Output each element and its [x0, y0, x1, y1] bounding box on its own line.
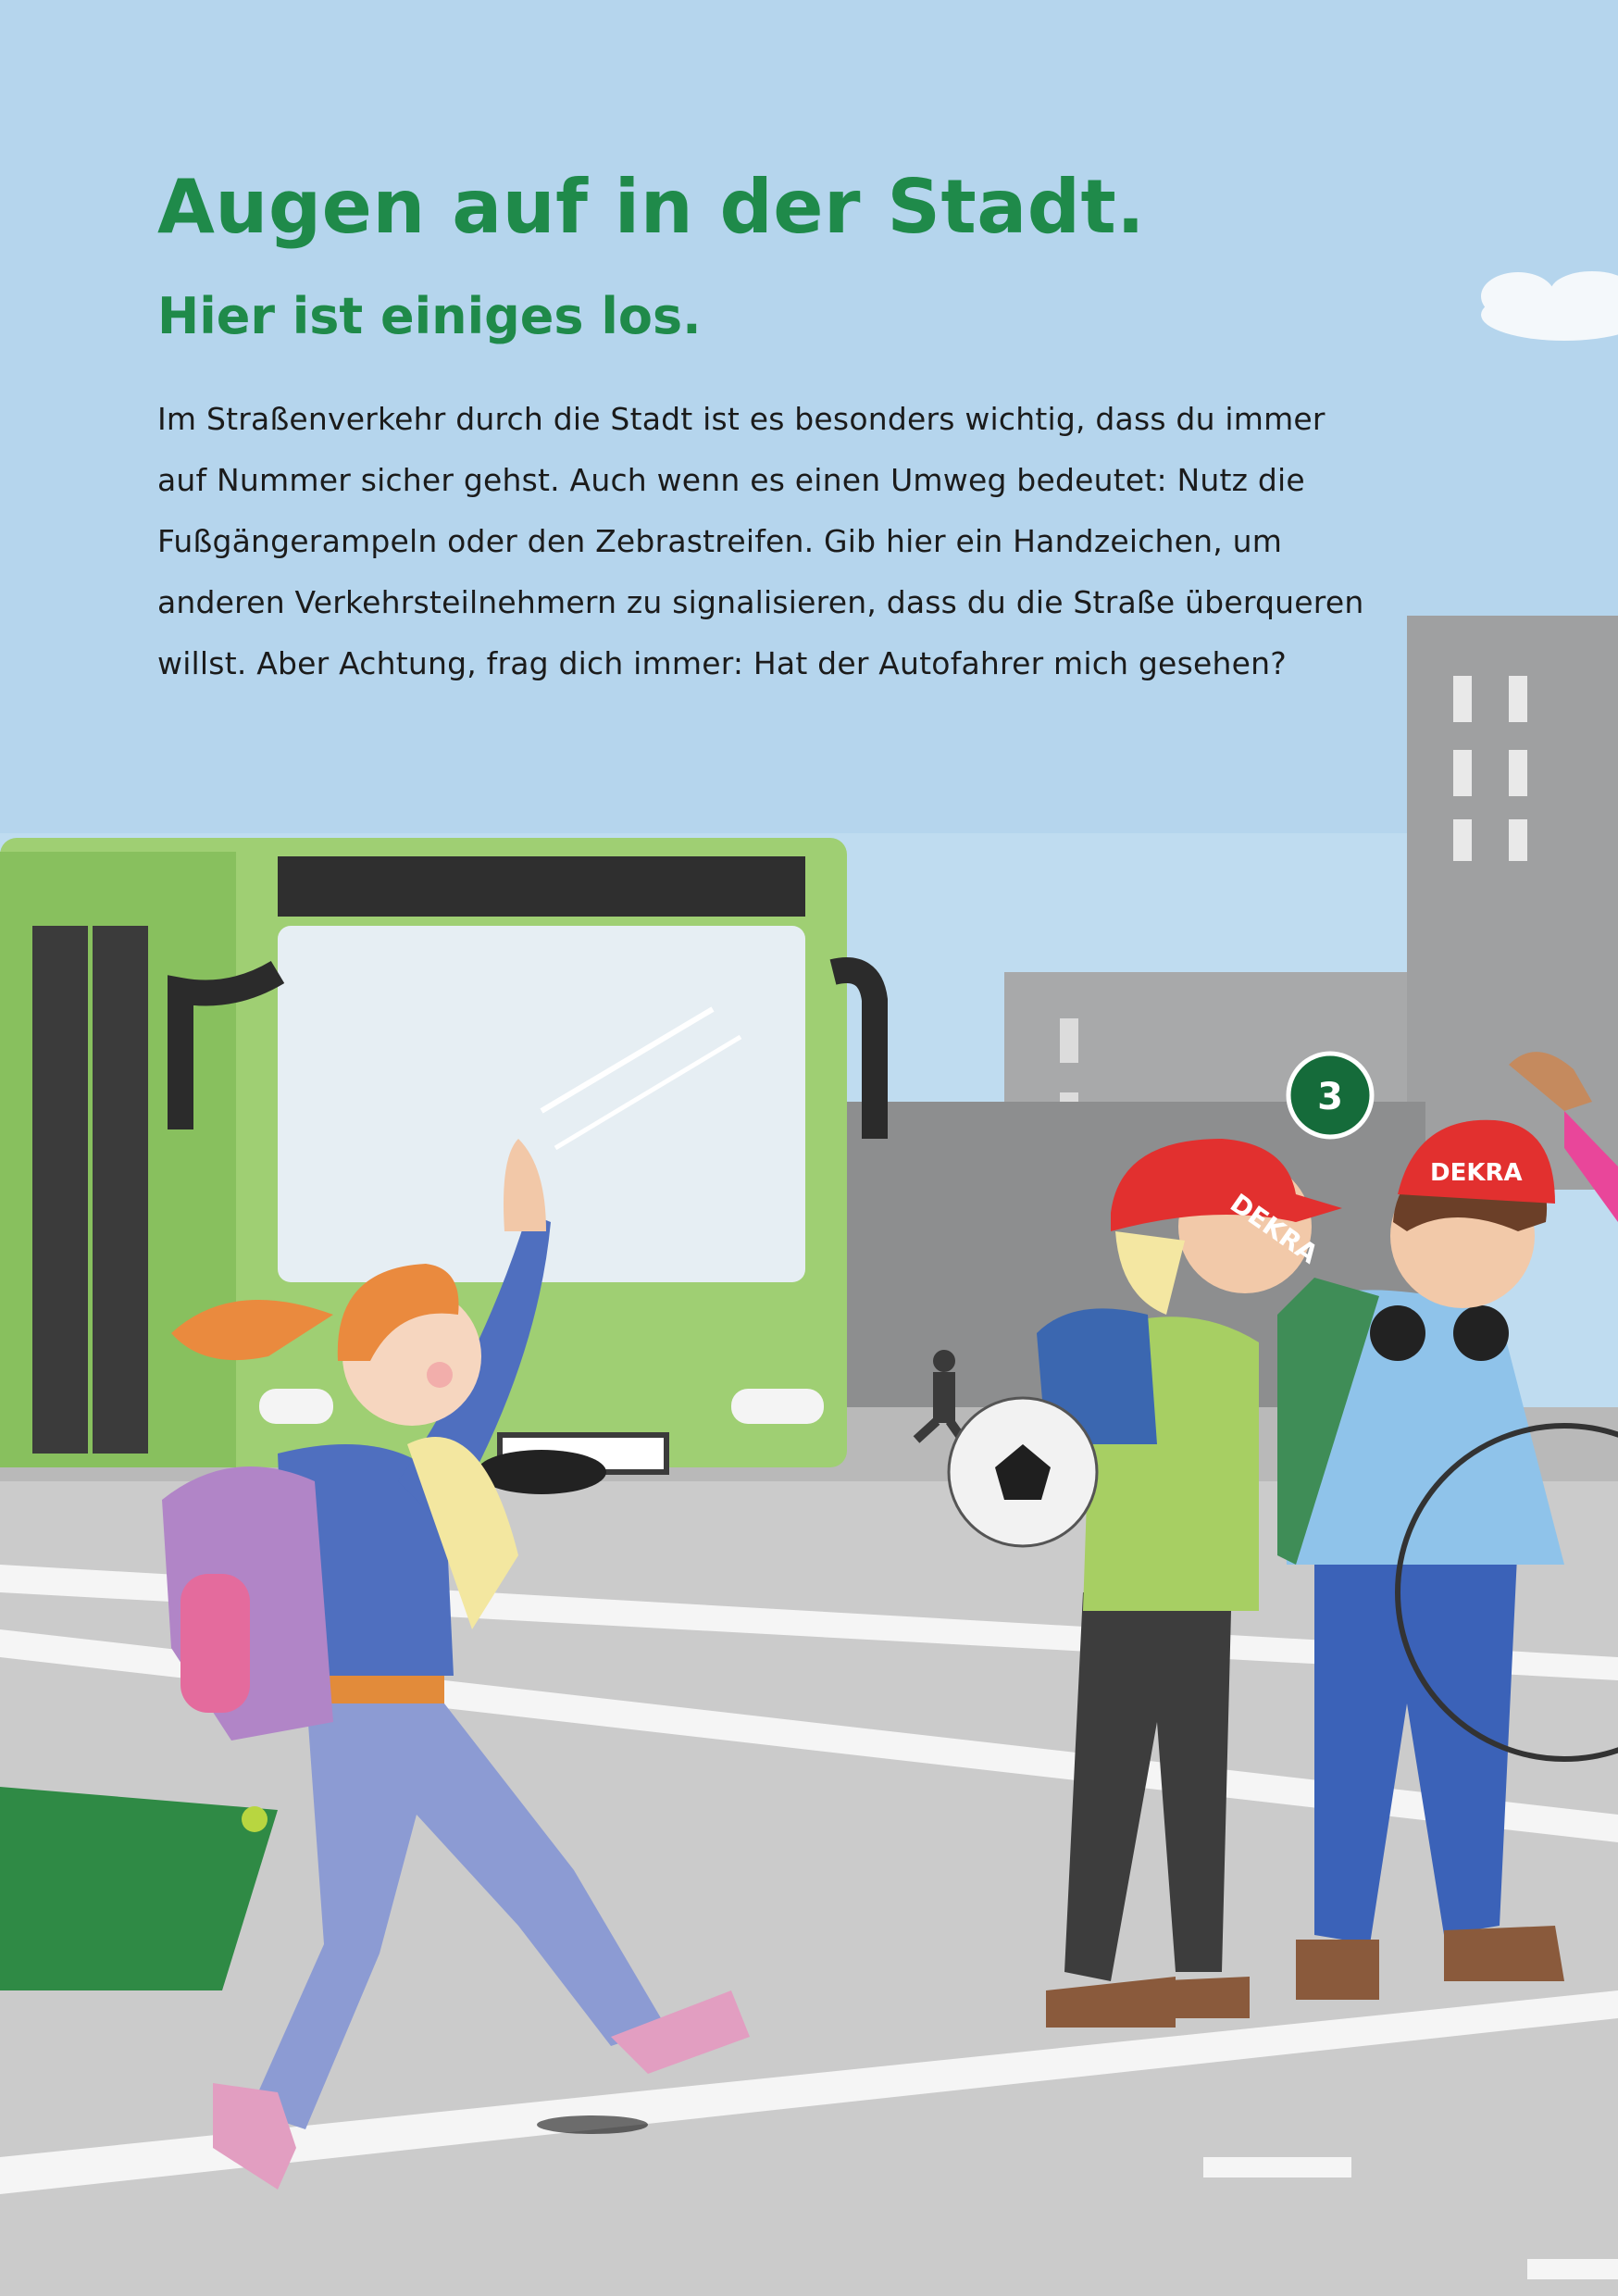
body-paragraph [157, 389, 1388, 694]
step-number: 3 [1317, 1076, 1343, 1118]
body-line: auf Nummer sicher gehst. Auch wenn es einen Umweg bedeutet: Nutz die [157, 462, 1305, 498]
body-line: anderen Verkehrsteilnehmern zu signalisieren, dass du die Straße überqueren [157, 584, 1364, 620]
body-line: Fußgängerampeln oder den Zebrastreifen. Gib hier ein Handzeichen, um [157, 523, 1283, 559]
cap-logo-right: DEKRA [1430, 1159, 1523, 1187]
body-line: willst. Aber Achtung, frag dich immer: Hat der Autofahrer mich gesehen? [157, 645, 1287, 681]
page-subtitle: Hier ist einiges los. [157, 287, 702, 345]
page-title: Augen auf in der Stadt. [157, 164, 1146, 250]
body-line: Im Straßenverkehr durch die Stadt ist es besonders wichtig, dass du immer [157, 401, 1326, 437]
cap-logo-left: DEKRA [1225, 1187, 1324, 1270]
